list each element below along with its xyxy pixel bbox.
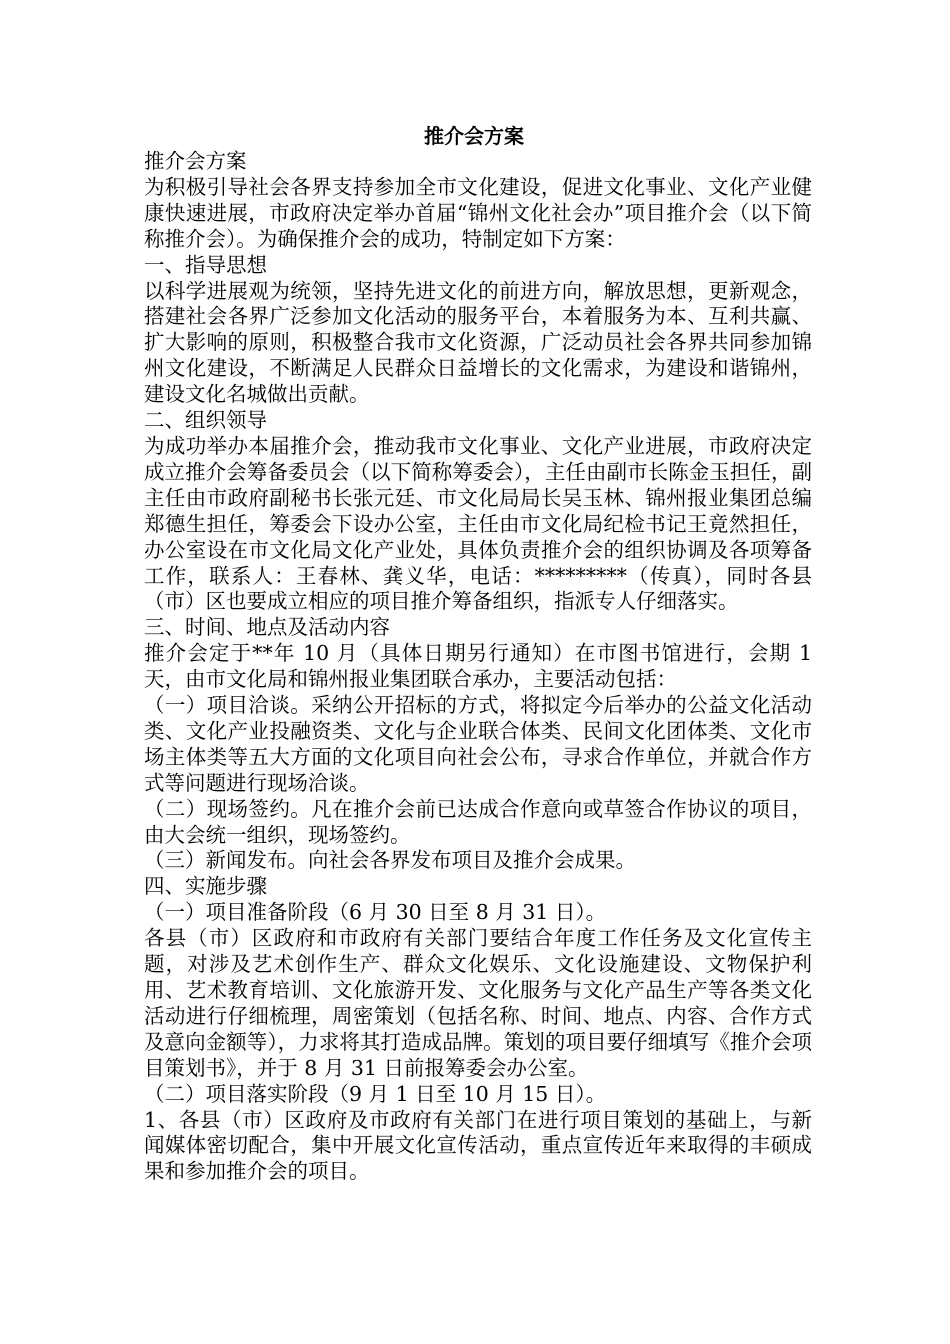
paragraph-preparation-stage: （一）项目准备阶段（6 月 30 日至 8 月 31 日）。 bbox=[144, 900, 607, 925]
document-title: 推介会方案 bbox=[424, 124, 524, 148]
paragraph-intro: 为积极引导社会各界支持参加全市文化建设，促进文化事业、文化产业健康快速进展，市政府决定举办首届“锦州文化社会办”项目推介会（以下简称推介会）。为确保推介会的成功，特制定如下方案： bbox=[144, 174, 812, 251]
paragraph-implementation-detail: 1、各县（市）区政府及市政府有关部门在进行项目策划的基础上，与新闻媒体密切配合，集中开展文化宣传活动，重点宣传近年来取得的丰硕成果和参加推介会的项目。 bbox=[144, 1107, 812, 1184]
paragraph-project-negotiation: （一）项目洽谈。采纳公开招标的方式，将拟定今后举办的公益文化活动类、文化产业投融资类、文化与企业联合体类、民间文化团体类、文化市场主体类等五大方面的文化项目向社会公布，寻求合作单位，并就合作方式等问题进行现场洽谈。 bbox=[144, 693, 812, 795]
paragraph-press-release: （三）新闻发布。向社会各界发布项目及推介会成果。 bbox=[144, 848, 636, 873]
paragraph-subtitle: 推介会方案 bbox=[144, 149, 247, 173]
paragraph-time-place: 推介会定于**年 10 月（具体日期另行通知）在市图书馆进行，会期 1 天，由市文化局和锦州报业集团联合承办，主要活动包括： bbox=[144, 641, 812, 692]
paragraph-onsite-signing: （二）现场签约。凡在推介会前已达成合作意向或草签合作协议的项目，由大会统一组织，现场签约。 bbox=[144, 796, 812, 847]
section-heading-organization: 二、组织领导 bbox=[144, 408, 267, 433]
paragraph-implementation-stage: （二）项目落实阶段（9 月 1 日至 10 月 15 日）。 bbox=[144, 1081, 607, 1106]
section-heading-guiding-ideology: 一、指导思想 bbox=[144, 252, 267, 277]
paragraph-organization: 为成功举办本届推介会，推动我市文化事业、文化产业进展，市政府决定成立推介会筹备委员会（以下简称筹委会），主任由副市长陈金玉担任，副主任由市政府副秘书长张元廷、市文化局局长吴玉林、锦州报业集团总编郑德生担任，筹委会下设办公室，主任由市文化局纪检书记王竟然担任，办公室设在市文化局文化产业处，具体负责推介会的组织协调及各项筹备工作，联系人：王春林、龚义华，电话：*********（传真），同时各县（市）区也要成立相应的项目推介筹备组织，指派专人仔细落实。 bbox=[144, 433, 812, 614]
document-body bbox=[144, 149, 812, 1185]
document-page bbox=[144, 0, 812, 1344]
section-heading-time-place: 三、时间、地点及活动内容 bbox=[144, 615, 390, 640]
paragraph-preparation-detail: 各县（市）区政府和市政府有关部门要结合年度工作任务及文化宣传主题，对涉及艺术创作生产、群众文化娱乐、文化设施建设、文物保护利用、艺术教育培训、文化旅游开发、文化服务与文化产品生产等各类文化活动进行仔细梳理，周密策划（包括名称、时间、地点、内容、合作方式及意向金额等），力求将其打造成品牌。策划的项目要仔细填写《推介会项目策划书》，并于 8 月 31 日前报筹委会办公室。 bbox=[144, 926, 812, 1080]
paragraph-guiding-ideology: 以科学进展观为统领，坚持先进文化的前进方向，解放思想，更新观念，搭建社会各界广泛参加文化活动的服务平台，本着服务为本、互利共赢、扩大影响的原则，积极整合我市文化资源，广泛动员社会各界共同参加锦州文化建设，不断满足人民群众日益增长的文化需求，为建设和谐锦州，建设文化名城做出贡献。 bbox=[144, 278, 812, 407]
section-heading-implementation: 四、实施步骤 bbox=[144, 874, 267, 899]
